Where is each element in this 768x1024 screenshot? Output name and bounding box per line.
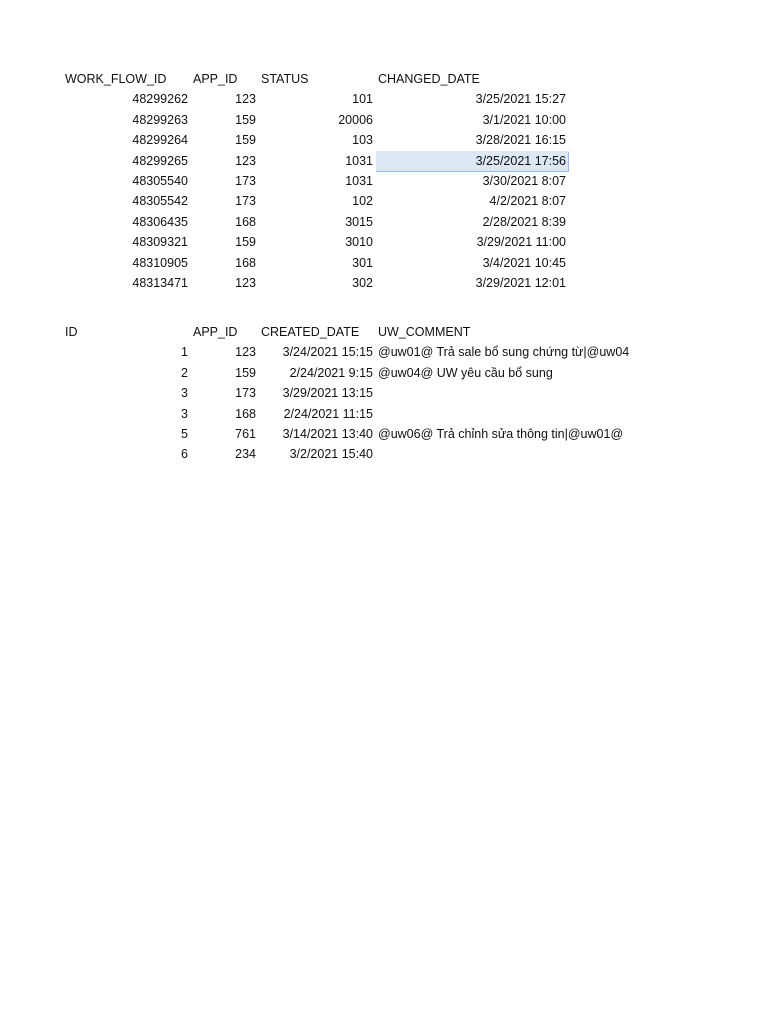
cell[interactable]: 3/25/2021 15:27 xyxy=(475,92,566,107)
cell[interactable]: 3015 xyxy=(345,214,373,229)
cell[interactable] xyxy=(376,404,632,424)
cell[interactable]: 3/1/2021 10:00 xyxy=(482,112,566,127)
header-cell-app-id[interactable]: APP_ID xyxy=(193,72,238,86)
table-row xyxy=(63,253,569,273)
cell[interactable] xyxy=(376,445,632,465)
cell[interactable]: 2 xyxy=(181,365,188,380)
cell[interactable]: 3 xyxy=(181,386,188,401)
cell[interactable]: 4/2/2021 8:07 xyxy=(489,194,566,209)
table-row xyxy=(63,233,569,253)
cell[interactable]: 48305540 xyxy=(132,174,188,189)
cell[interactable]: 3/30/2021 8:07 xyxy=(482,174,566,189)
cell[interactable]: 6 xyxy=(181,447,188,462)
cell[interactable]: 48299263 xyxy=(132,112,188,127)
cell[interactable]: 168 xyxy=(235,406,256,421)
header-cell-id[interactable]: ID xyxy=(65,325,78,339)
cell[interactable]: 3/24/2021 15:15 xyxy=(282,345,373,360)
cell[interactable]: 3/29/2021 13:15 xyxy=(282,386,373,401)
table-row xyxy=(63,131,569,151)
cell[interactable]: 3/29/2021 11:00 xyxy=(476,235,566,250)
cell[interactable]: 168 xyxy=(235,214,256,229)
cell[interactable]: 301 xyxy=(352,255,373,270)
cell[interactable]: 48306435 xyxy=(132,214,188,229)
cell[interactable]: 3/4/2021 10:45 xyxy=(482,255,566,270)
cell[interactable]: 102 xyxy=(352,194,373,209)
cell[interactable]: 48309321 xyxy=(132,235,188,250)
header-cell-uw-comment[interactable]: UW_COMMENT xyxy=(378,325,471,339)
table-row xyxy=(63,274,569,294)
cell[interactable]: 159 xyxy=(235,365,256,380)
header-cell-app-id[interactable]: APP_ID xyxy=(193,325,238,339)
header-cell-work-flow-id[interactable]: WORK_FLOW_ID xyxy=(65,72,167,86)
header-cell-created-date[interactable]: CREATED_DATE xyxy=(261,325,360,339)
table-row xyxy=(63,404,632,424)
cell[interactable]: 1 xyxy=(181,345,188,360)
cell[interactable]: 761 xyxy=(235,427,256,442)
table-row xyxy=(63,363,632,383)
cell[interactable]: 48299262 xyxy=(132,92,188,107)
cell[interactable]: 159 xyxy=(235,133,256,148)
header-cell-changed-date[interactable]: CHANGED_DATE xyxy=(378,72,480,86)
cell[interactable]: 123 xyxy=(235,345,256,360)
cell[interactable]: 48310905 xyxy=(132,255,188,270)
cell[interactable]: 2/24/2021 9:15 xyxy=(289,365,373,380)
cell[interactable]: 123 xyxy=(235,276,256,291)
cell[interactable]: 234 xyxy=(235,447,256,462)
cell[interactable]: 3/28/2021 16:15 xyxy=(475,133,566,148)
cell[interactable]: 1031 xyxy=(345,153,373,168)
cell[interactable]: @uw04@ UW yêu cầu bổ sung xyxy=(378,365,553,380)
cell[interactable]: 20006 xyxy=(338,112,373,127)
cell[interactable]: 3/14/2021 13:40 xyxy=(282,427,373,442)
cell[interactable]: 103 xyxy=(352,133,373,148)
cell[interactable]: 123 xyxy=(235,92,256,107)
cell[interactable]: 173 xyxy=(235,174,256,189)
table-row xyxy=(63,110,569,130)
cell[interactable]: 48299265 xyxy=(132,153,188,168)
table-row xyxy=(63,172,569,192)
table-header-row xyxy=(63,323,632,343)
cell[interactable]: 2/28/2021 8:39 xyxy=(482,214,566,229)
cell[interactable]: 5 xyxy=(181,427,188,442)
selected-cell[interactable]: 3/25/2021 17:56 xyxy=(376,151,569,171)
comments-table xyxy=(62,322,632,466)
table-row xyxy=(63,445,632,465)
workflow-table xyxy=(62,69,569,294)
cell[interactable]: @uw06@ Trả chỉnh sửa thông tin|@uw01@ xyxy=(378,427,624,442)
cell[interactable]: 101 xyxy=(352,92,373,107)
cell[interactable]: 168 xyxy=(235,255,256,270)
table-row xyxy=(63,90,569,110)
cell[interactable]: 123 xyxy=(235,153,256,168)
cell[interactable]: @uw01@ Trả sale bổ sung chứng từ|@uw04 xyxy=(378,345,630,360)
table-row xyxy=(63,151,569,171)
table-header-row xyxy=(63,70,569,90)
cell[interactable]: 3/2/2021 15:40 xyxy=(289,447,373,462)
table-row xyxy=(63,384,632,404)
cell[interactable] xyxy=(376,384,632,404)
table-row xyxy=(63,192,569,212)
table-row xyxy=(63,425,632,445)
table-row xyxy=(63,343,632,363)
cell[interactable]: 48305542 xyxy=(132,194,188,209)
cell[interactable]: 3 xyxy=(181,406,188,421)
table-row xyxy=(63,212,569,232)
cell[interactable]: 173 xyxy=(235,386,256,401)
cell[interactable]: 2/24/2021 11:15 xyxy=(283,406,373,421)
cell[interactable]: 302 xyxy=(352,276,373,291)
header-cell-status[interactable]: STATUS xyxy=(261,72,309,86)
cell[interactable]: 1031 xyxy=(345,174,373,189)
cell[interactable]: 3/29/2021 12:01 xyxy=(475,276,566,291)
cell[interactable]: 48313471 xyxy=(132,276,188,291)
cell[interactable]: 159 xyxy=(235,112,256,127)
cell[interactable]: 48299264 xyxy=(132,133,188,148)
cell[interactable]: 3010 xyxy=(345,235,373,250)
cell[interactable]: 173 xyxy=(235,194,256,209)
cell[interactable]: 159 xyxy=(235,235,256,250)
